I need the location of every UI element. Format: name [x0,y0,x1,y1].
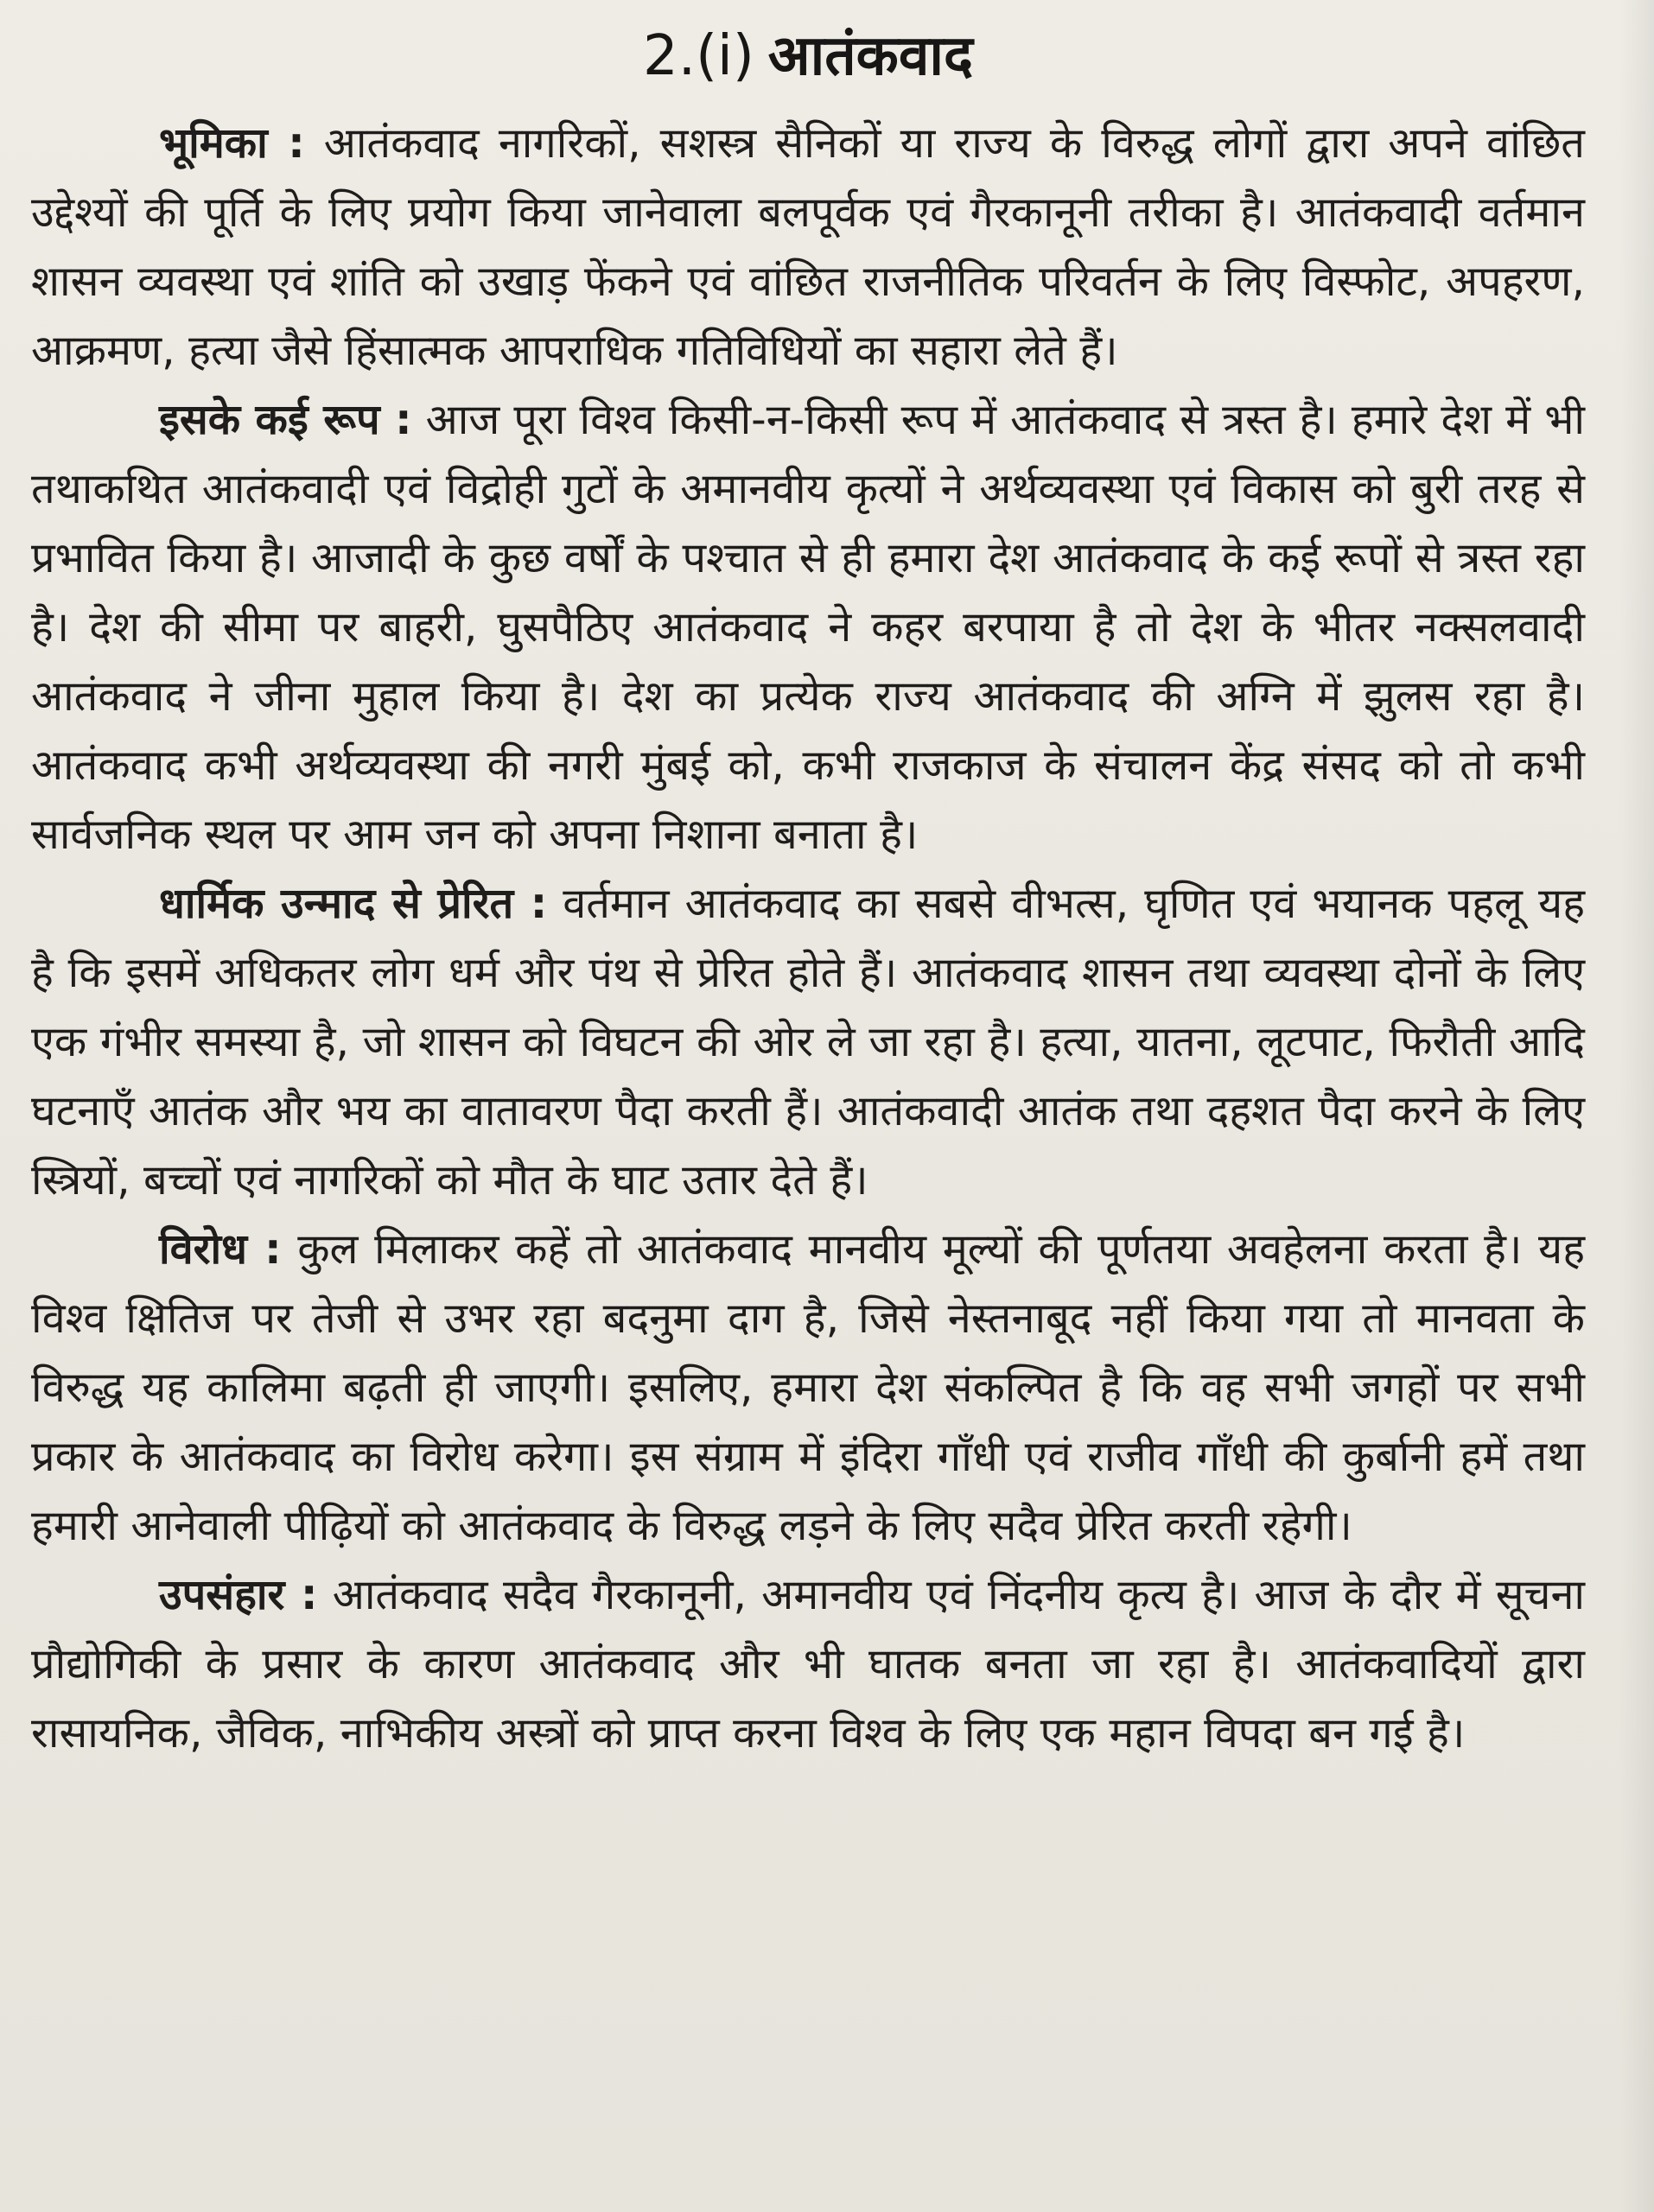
page-edge-shadow [1619,0,1654,2212]
text-forms: आज पूरा विश्व किसी-न-किसी रूप में आतंकवाद से त्रस्त है। हमारे देश में भी तथाकथित आतंकवादी एवं विद्रोही गुटों के अमानवीय कृत्यों ने अर्थव्यवस्था एवं विकास को बुरी तरह से प्रभावित किया है। आजादी के कुछ वर्षों के पश्चात से ही हमारा देश आतंकवाद के कई रूपों से त्रस्त रहा है। देश की सीमा पर बाहरी, घुसपैठिए आतंकवाद ने कहर बरपाया है तो देश के भीतर नक्सलवादी आतंकवाद ने जीना मुहाल किया है। देश का प्रत्येक राज्य आतंकवाद की अग्नि में झुलस रहा है। आतंकवाद कभी अर्थव्यवस्था की नगरी मुंबई को, कभी राजकाज के संचालन केंद्र संसद को तो कभी सार्वजनिक स्थल पर आम जन को अपना निशाना बनाता है। [31,396,1585,859]
heading-opposition: विरोध : [159,1225,282,1274]
paragraph-conclusion [31,1560,1585,1768]
essay-number: 2.(i) [643,24,754,88]
paragraph-introduction [31,109,1585,385]
paragraph-opposition [31,1215,1585,1560]
text-introduction: आतंकवाद नागरिकों, सशस्त्र सैनिकों या राज्य के विरुद्ध लोगों द्वारा अपने वांछित उद्देश्यों की पूर्ति के लिए प्रयोग किया जानेवाला बलपूर्वक एवं गैरकानूनी तरीका है। आतंकवादी वर्तमान शासन व्यवस्था एवं शांति को उखाड़ फेंकने एवं वांछित राजनीतिक परिवर्तन के लिए विस्फोट, अपहरण, आक्रमण, हत्या जैसे हिंसात्मक आपराधिक गतिविधियों का सहारा लेते हैं। [31,119,1585,375]
text-opposition: कुल मिलाकर कहें तो आतंकवाद मानवीय मूल्यों की पूर्णतया अवहेलना करता है। यह विश्व क्षितिज पर तेजी से उभर रहा बदनुमा दाग है, जिसे नेस्तनाबूद नहीं किया गया तो मानवता के विरुद्ध यह कालिमा बढ़ती ही जाएगी। इसलिए, हमारा देश संकल्पित है कि वह सभी जगहों पर सभी प्रकार के आतंकवाद का विरोध करेगा। इस संग्राम में इंदिरा गाँधी एवं राजीव गाँधी की कुर्बानी हमें तथा हमारी आनेवाली पीढ़ियों को आतंकवाद के विरुद्ध लड़ने के लिए सदैव प्रेरित करती रहेगी। [31,1225,1585,1550]
heading-religious-fanaticism: धार्मिक उन्माद से प्रेरित : [159,880,548,928]
text-religious-fanaticism: वर्तमान आतंकवाद का सबसे वीभत्स, घृणित एवं भयानक पहलू यह है कि इसमें अधिकतर लोग धर्म और पंथ से प्रेरित होते हैं। आतंकवाद शासन तथा व्यवस्था दोनों के लिए एक गंभीर समस्या है, जो शासन को विघटन की ओर ले जा रहा है। हत्या, यातना, लूटपाट, फिरौती आदि घटनाएँ आतंक और भय का वातावरण पैदा करती हैं। आतंकवादी आतंक तथा दहशत पैदा करने के लिए स्त्रियों, बच्चों एवं नागरिकों को मौत के घाट उतार देते हैं। [31,880,1585,1205]
essay-title-text: आतंकवाद [767,24,973,88]
paragraph-religious-fanaticism [31,869,1585,1215]
heading-conclusion: उपसंहार : [159,1571,318,1619]
text-conclusion: आतंकवाद सदैव गैरकानूनी, अमानवीय एवं निंदनीय कृत्य है। आज के दौर में सूचना प्रौद्योगिकी के प्रसार के कारण आतंकवाद और भी घातक बनता जा रहा है। आतंकवादियों द्वारा रासायनिक, जैविक, नाभिकीय अस्त्रों को प्राप्त करना विश्व के लिए एक महान विपदा बन गई है। [31,1571,1586,1758]
paragraph-forms [31,385,1585,869]
essay-title [31,19,1585,93]
heading-forms: इसके कई रूप : [159,396,412,444]
heading-introduction: भूमिका : [159,119,305,168]
